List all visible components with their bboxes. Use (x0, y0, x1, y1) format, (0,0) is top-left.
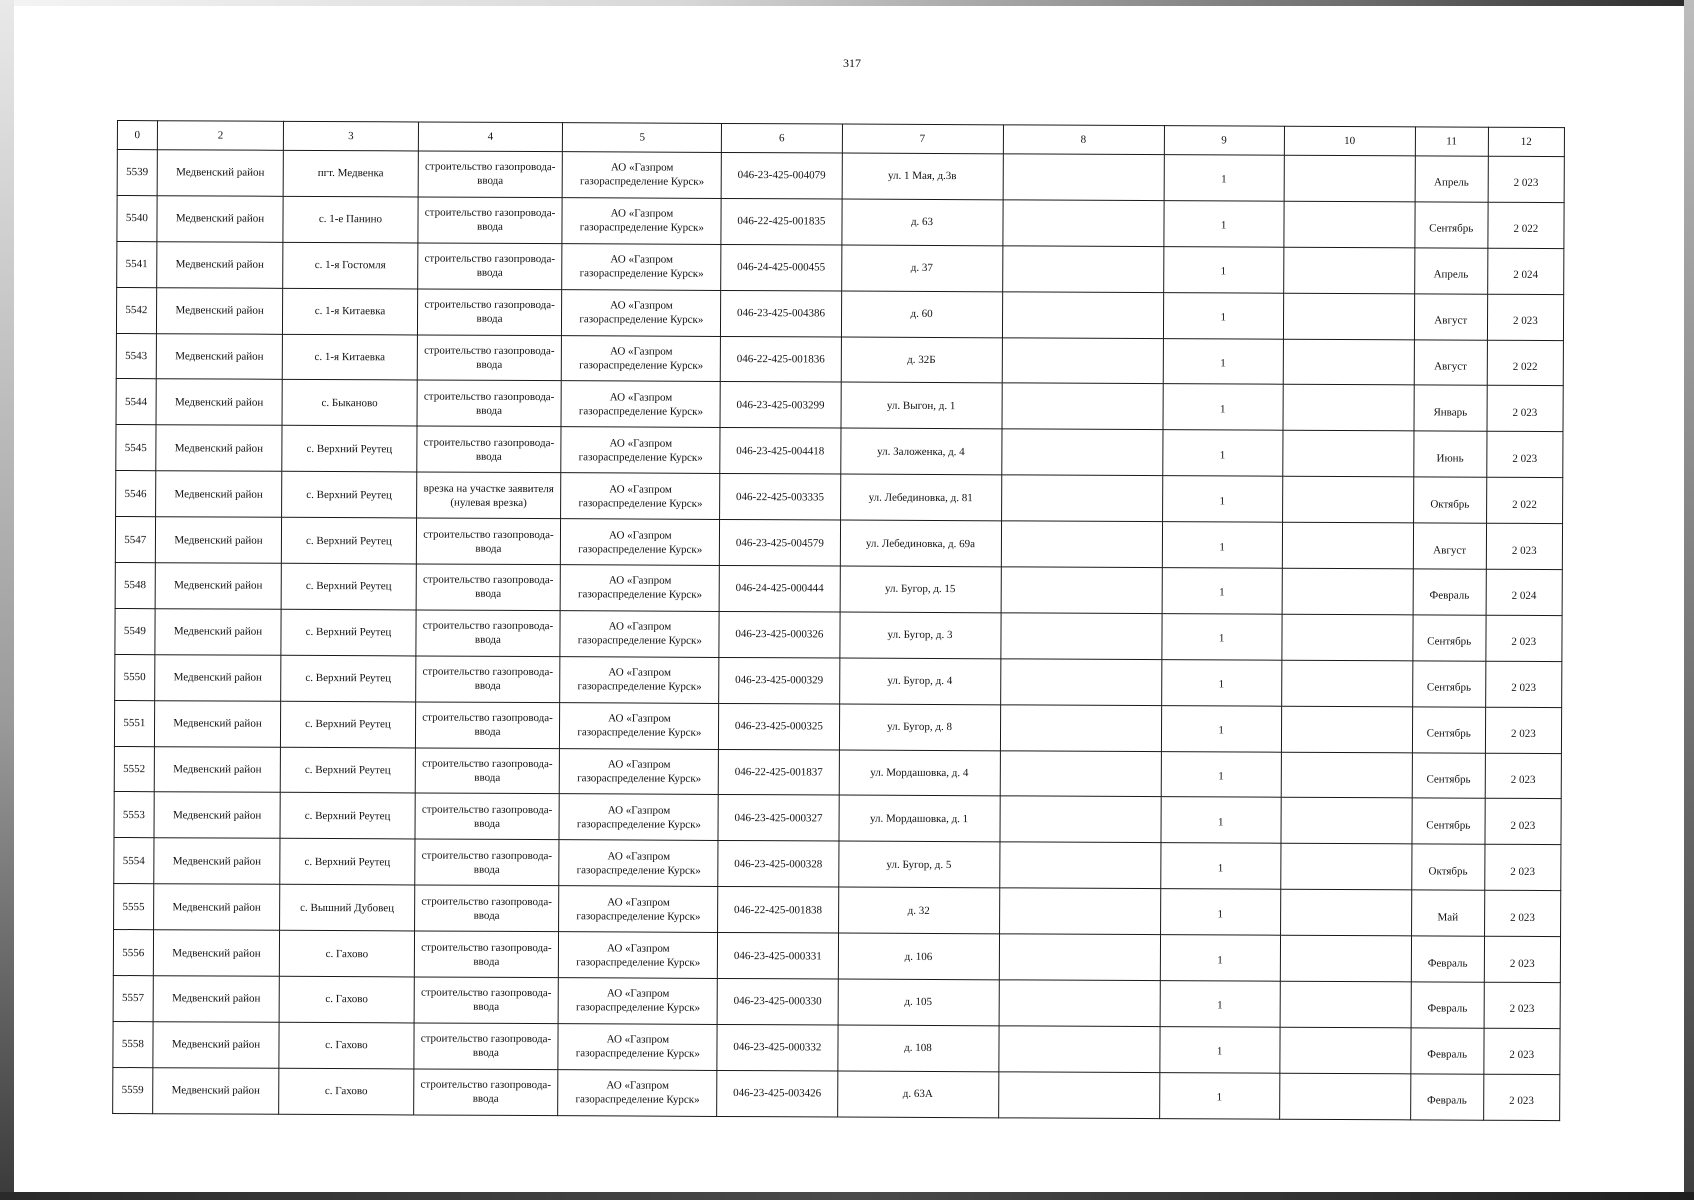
organization-cell: АО «Газпром газораспределение Курск» (558, 1069, 717, 1116)
column-8-cell (1000, 705, 1161, 752)
register-table-container (112, 120, 1565, 1121)
organization-cell: АО «Газпром газораспределение Курск» (561, 381, 720, 428)
column-8-cell (1001, 429, 1162, 476)
work-type-cell: строительство газопровода-ввода (417, 380, 562, 427)
month-cell: Октябрь (1413, 477, 1486, 523)
request-code-cell: 046-23-425-004418 (720, 428, 840, 474)
locality-cell: с. Верхний Реутец (281, 563, 415, 610)
year-cell: 2 023 (1485, 707, 1562, 753)
scan-edge-top (0, 0, 1694, 6)
district-cell: Медвенский район (154, 654, 281, 701)
request-code-cell: 046-22-425-003335 (720, 474, 840, 520)
column-8-cell (999, 980, 1160, 1027)
work-type-cell: строительство газопровода-ввода (416, 564, 561, 611)
address-cell: ул. Бугор, д. 5 (838, 841, 999, 888)
quantity-cell: 1 (1161, 797, 1281, 843)
district-cell: Медвенский район (153, 930, 280, 977)
locality-cell: с. Гахово (279, 976, 413, 1023)
year-cell: 2 023 (1486, 615, 1563, 661)
row-number-cell: 5548 (115, 563, 155, 609)
request-code-cell: 046-22-425-001836 (721, 336, 841, 382)
month-cell: Сентябрь (1412, 798, 1485, 844)
year-cell: 2 023 (1485, 799, 1562, 845)
row-number-cell: 5553 (114, 792, 154, 838)
header-cell: 8 (1003, 125, 1164, 155)
month-cell: Сентябрь (1412, 707, 1485, 753)
locality-cell: пгт. Медвенка (283, 150, 417, 197)
month-cell: Сентябрь (1412, 752, 1485, 798)
column-8-cell (999, 888, 1160, 935)
organization-cell: АО «Газпром газораспределение Курск» (561, 565, 720, 612)
column-8-cell (1002, 383, 1163, 430)
district-cell: Медвенский район (154, 746, 281, 793)
row-number-cell: 5541 (117, 241, 157, 287)
table-row (115, 517, 1562, 570)
organization-cell: АО «Газпром газораспределение Курск» (560, 656, 719, 703)
month-cell: Сентябрь (1415, 202, 1488, 248)
district-cell: Медвенский район (156, 241, 283, 288)
organization-cell: АО «Газпром газораспределение Курск» (559, 978, 718, 1025)
work-type-cell: строительство газопровода-ввода (414, 977, 559, 1024)
row-number-cell: 5547 (115, 517, 155, 563)
row-number-cell: 5552 (114, 746, 154, 792)
header-cell: 2 (157, 121, 284, 151)
address-cell: д. 105 (838, 979, 999, 1026)
organization-cell: АО «Газпром газораспределение Курск» (562, 335, 721, 382)
month-cell: Февраль (1411, 1028, 1484, 1074)
month-cell: Сентябрь (1412, 661, 1485, 707)
year-cell: 2 023 (1484, 936, 1561, 982)
organization-cell: АО «Газпром газораспределение Курск» (562, 243, 721, 290)
locality-cell: с. Верхний Реутец (282, 517, 416, 564)
quantity-cell: 1 (1163, 246, 1283, 292)
district-cell: Медвенский район (156, 287, 283, 334)
locality-cell: с. Быканово (282, 380, 416, 427)
table-row (114, 884, 1561, 937)
district-cell: Медвенский район (157, 150, 284, 197)
request-code-cell: 046-24-425-000444 (719, 565, 839, 611)
district-cell: Медвенский район (156, 333, 283, 380)
year-cell: 2 022 (1488, 202, 1565, 248)
district-cell: Медвенский район (153, 1022, 280, 1069)
column-10-cell (1280, 889, 1411, 936)
locality-cell: с. Верхний Реутец (280, 793, 414, 840)
month-cell: Апрель (1415, 156, 1488, 202)
year-cell: 2 024 (1487, 248, 1564, 294)
header-cell: 0 (117, 121, 157, 150)
organization-cell: АО «Газпром газораспределение Курск» (561, 473, 720, 520)
table-row (116, 379, 1563, 432)
quantity-cell: 1 (1162, 430, 1282, 476)
column-8-cell (998, 1026, 1159, 1073)
address-cell: ул. Бугор, д. 4 (839, 658, 1000, 705)
request-code-cell: 046-22-425-001837 (719, 749, 839, 795)
address-cell: д. 37 (841, 245, 1002, 292)
column-8-cell (1002, 246, 1163, 293)
organization-cell: АО «Газпром газораспределение Курск» (560, 748, 719, 795)
scan-edge-left (0, 0, 14, 1200)
year-cell: 2 023 (1485, 661, 1562, 707)
locality-cell: с. Верхний Реутец (282, 426, 416, 473)
district-cell: Медвенский район (153, 884, 280, 931)
district-cell: Медвенский район (153, 838, 280, 885)
column-10-cell (1282, 568, 1413, 615)
row-number-cell: 5558 (113, 1021, 153, 1067)
column-8-cell (1002, 200, 1163, 247)
year-cell: 2 023 (1484, 982, 1561, 1028)
district-cell: Медвенский район (157, 196, 284, 243)
quantity-cell: 1 (1161, 705, 1281, 751)
row-number-cell: 5539 (117, 150, 157, 196)
row-number-cell: 5545 (116, 425, 156, 471)
address-cell: ул. Бугор, д. 3 (839, 612, 1000, 659)
table-row (116, 471, 1563, 524)
request-code-cell: 046-22-425-001838 (718, 887, 838, 933)
organization-cell: АО «Газпром газораспределение Курск» (561, 519, 720, 566)
column-10-cell (1281, 798, 1412, 845)
month-cell: Февраль (1413, 569, 1486, 615)
address-cell: д. 63А (837, 1071, 998, 1118)
column-10-cell (1283, 339, 1414, 386)
address-cell: д. 108 (837, 1025, 998, 1072)
locality-cell: с. Вышний Дубовец (280, 885, 414, 932)
organization-cell: АО «Газпром газораспределение Курск» (562, 198, 721, 245)
year-cell: 2 023 (1487, 386, 1564, 432)
row-number-cell: 5544 (116, 379, 156, 425)
column-10-cell (1281, 706, 1412, 753)
column-8-cell (1000, 750, 1161, 797)
month-cell: Август (1414, 294, 1487, 340)
column-10-cell (1284, 155, 1415, 202)
work-type-cell: строительство газопровода-ввода (414, 885, 559, 932)
column-8-cell (1000, 796, 1161, 843)
year-cell: 2 024 (1486, 569, 1563, 615)
request-code-cell: 046-23-425-000328 (718, 841, 838, 887)
row-number-cell: 5559 (113, 1067, 153, 1113)
district-cell: Медвенский район (155, 425, 282, 472)
row-number-cell: 5543 (116, 333, 156, 379)
header-cell: 5 (563, 123, 722, 153)
year-cell: 2 023 (1486, 523, 1563, 569)
locality-cell: с. 1-я Китаевка (283, 334, 417, 381)
table-row (115, 563, 1562, 616)
organization-cell: АО «Газпром газораспределение Курск» (558, 1024, 717, 1071)
table-row (114, 838, 1561, 891)
month-cell: Май (1411, 890, 1484, 936)
locality-cell: с. Гахово (279, 1022, 413, 1069)
address-cell: ул. Лебединовка, д. 81 (840, 474, 1001, 521)
header-cell: 7 (842, 124, 1003, 154)
table-row (113, 1067, 1560, 1120)
year-cell: 2 023 (1484, 1028, 1561, 1074)
year-cell: 2 022 (1486, 477, 1563, 523)
request-code-cell: 046-23-425-000325 (719, 703, 839, 749)
address-cell: ул. Лебединовка, д. 69а (840, 520, 1001, 567)
header-cell: 11 (1415, 127, 1488, 156)
locality-cell: с. Верхний Реутец (282, 472, 416, 519)
district-cell: Медвенский район (156, 379, 283, 426)
locality-cell: с. 1-е Панино (283, 196, 417, 243)
month-cell: Октябрь (1411, 844, 1484, 890)
year-cell: 2 023 (1483, 1074, 1560, 1120)
work-type-cell: строительство газопровода-ввода (415, 748, 560, 795)
column-8-cell (1001, 521, 1162, 568)
column-10-cell (1281, 844, 1412, 891)
work-type-cell: строительство газопровода-ввода (414, 931, 559, 978)
district-cell: Медвенский район (153, 976, 280, 1023)
row-number-cell: 5546 (116, 471, 156, 517)
register-table (112, 120, 1565, 1121)
column-8-cell (999, 934, 1160, 981)
table-row (113, 976, 1560, 1029)
work-type-cell: строительство газопровода-ввода (417, 197, 562, 244)
address-cell: д. 32 (838, 887, 999, 934)
column-10-cell (1283, 247, 1414, 294)
district-cell: Медвенский район (154, 792, 281, 839)
quantity-cell: 1 (1163, 384, 1283, 430)
locality-cell: с. 1-я Гостомля (283, 242, 417, 289)
address-cell: д. 60 (841, 291, 1002, 338)
column-10-cell (1284, 201, 1415, 248)
column-8-cell (1001, 567, 1162, 614)
column-8-cell (1000, 613, 1161, 660)
month-cell: Сентябрь (1413, 615, 1486, 661)
row-number-cell: 5555 (114, 884, 154, 930)
table-row (116, 425, 1563, 478)
request-code-cell: 046-23-425-000326 (719, 611, 839, 657)
column-10-cell (1281, 752, 1412, 799)
organization-cell: АО «Газпром газораспределение Курск» (563, 152, 722, 199)
header-cell: 3 (284, 121, 418, 151)
work-type-cell: строительство газопровода-ввода (416, 518, 561, 565)
row-number-cell: 5556 (113, 930, 153, 976)
column-8-cell (1000, 659, 1161, 706)
address-cell: д. 63 (841, 199, 1002, 246)
column-10-cell (1281, 660, 1412, 707)
work-type-cell: строительство газопровода-ввода (418, 151, 563, 198)
organization-cell: АО «Газпром газораспределение Курск» (559, 886, 718, 933)
table-row (116, 287, 1563, 340)
quantity-cell: 1 (1161, 659, 1281, 705)
scan-edge-right (1684, 0, 1694, 1200)
table-row (114, 792, 1561, 845)
quantity-cell: 1 (1162, 568, 1282, 614)
locality-cell: с. Верхний Реутец (281, 701, 415, 748)
work-type-cell: строительство газопровода-ввода (413, 1023, 558, 1070)
request-code-cell: 046-23-425-004079 (721, 152, 841, 198)
table-row (117, 195, 1564, 248)
work-type-cell: строительство газопровода-ввода (415, 610, 560, 657)
address-cell: д. 106 (838, 933, 999, 980)
request-code-cell: 046-23-425-000327 (718, 795, 838, 841)
request-code-cell: 046-24-425-000455 (721, 244, 841, 290)
quantity-cell: 1 (1161, 614, 1281, 660)
address-cell: ул. Бугор, д. 8 (839, 704, 1000, 751)
column-10-cell (1280, 981, 1411, 1028)
organization-cell: АО «Газпром газораспределение Курск» (560, 611, 719, 658)
locality-cell: с. Верхний Реутец (281, 655, 415, 702)
year-cell: 2 022 (1487, 340, 1564, 386)
month-cell: Август (1414, 339, 1487, 385)
column-8-cell (999, 842, 1160, 889)
quantity-cell: 1 (1160, 889, 1280, 935)
work-type-cell: строительство газопровода-ввода (414, 839, 559, 886)
year-cell: 2 023 (1486, 432, 1563, 478)
locality-cell: с. Верхний Реутец (281, 609, 415, 656)
request-code-cell: 046-23-425-004579 (720, 520, 840, 566)
quantity-cell: 1 (1162, 476, 1282, 522)
table-row (116, 333, 1563, 386)
header-cell: 12 (1488, 127, 1564, 156)
request-code-cell: 046-23-425-000332 (717, 1024, 837, 1070)
table-row (115, 654, 1562, 707)
request-code-cell: 046-23-425-000331 (718, 933, 838, 979)
locality-cell: с. Верхний Реутец (280, 839, 414, 886)
quantity-cell: 1 (1163, 338, 1283, 384)
request-code-cell: 046-23-425-004386 (721, 290, 841, 336)
row-number-cell: 5540 (117, 195, 157, 241)
column-10-cell (1282, 522, 1413, 569)
work-type-cell: строительство газопровода-ввода (417, 289, 562, 336)
locality-cell: с. Верхний Реутец (281, 747, 415, 794)
district-cell: Медвенский район (155, 517, 282, 564)
quantity-cell: 1 (1163, 201, 1283, 247)
organization-cell: АО «Газпром газораспределение Курск» (559, 932, 718, 979)
address-cell: ул. Заложенка, д. 4 (840, 428, 1001, 475)
column-8-cell (1002, 291, 1163, 338)
month-cell: Февраль (1411, 982, 1484, 1028)
month-cell: Февраль (1410, 1074, 1483, 1120)
quantity-cell: 1 (1160, 981, 1280, 1027)
quantity-cell: 1 (1160, 843, 1280, 889)
address-cell: ул. Мордашовка, д. 4 (839, 750, 1000, 797)
table-row (117, 150, 1564, 203)
quantity-cell: 1 (1163, 292, 1283, 338)
work-type-cell: строительство газопровода-ввода (416, 426, 561, 473)
column-10-cell (1280, 1027, 1411, 1074)
column-8-cell (1001, 475, 1162, 522)
address-cell: ул. Выгон, д. 1 (841, 382, 1002, 429)
address-cell: ул. Мордашовка, д. 1 (838, 796, 999, 843)
work-type-cell: врезка на участке заявителя (нулевая врезка) (416, 472, 561, 519)
row-number-cell: 5549 (115, 608, 155, 654)
quantity-cell: 1 (1161, 751, 1281, 797)
organization-cell: АО «Газпром газораспределение Курск» (561, 427, 720, 474)
month-cell: Февраль (1411, 936, 1484, 982)
column-8-cell (998, 1072, 1159, 1119)
locality-cell: с. Гахово (279, 1068, 413, 1115)
request-code-cell: 046-23-425-003426 (717, 1070, 837, 1116)
scan-edge-bottom (0, 1192, 1694, 1200)
quantity-cell: 1 (1160, 935, 1280, 981)
header-cell: 6 (722, 123, 842, 153)
header-cell: 4 (418, 122, 563, 152)
work-type-cell: строительство газопровода-ввода (415, 702, 560, 749)
quantity-cell: 1 (1162, 522, 1282, 568)
table-row (113, 930, 1560, 983)
request-code-cell: 046-23-425-000329 (719, 657, 839, 703)
quantity-cell: 1 (1159, 1027, 1279, 1073)
organization-cell: АО «Газпром газораспределение Курск» (559, 794, 718, 841)
table-row (117, 241, 1564, 294)
year-cell: 2 023 (1484, 845, 1561, 891)
column-10-cell (1283, 293, 1414, 340)
column-10-cell (1280, 935, 1411, 982)
request-code-cell: 046-22-425-001835 (721, 198, 841, 244)
address-cell: ул. 1 Мая, д.3в (842, 153, 1003, 200)
request-code-cell: 046-23-425-000330 (717, 978, 837, 1024)
column-10-cell (1282, 614, 1413, 661)
month-cell: Июнь (1413, 431, 1486, 477)
locality-cell: с. 1-я Китаевка (283, 288, 417, 335)
year-cell: 2 023 (1485, 753, 1562, 799)
column-10-cell (1283, 385, 1414, 432)
table-row (114, 746, 1561, 799)
request-code-cell: 046-23-425-003299 (720, 382, 840, 428)
table-row (113, 1021, 1560, 1074)
organization-cell: АО «Газпром газораспределение Курск» (562, 289, 721, 336)
row-number-cell: 5551 (114, 700, 154, 746)
district-cell: Медвенский район (155, 563, 282, 610)
district-cell: Медвенский район (152, 1067, 279, 1114)
quantity-cell: 1 (1159, 1072, 1279, 1118)
header-cell: 10 (1284, 126, 1415, 156)
work-type-cell: строительство газопровода-ввода (417, 335, 562, 382)
row-number-cell: 5557 (113, 976, 153, 1022)
year-cell: 2 023 (1484, 890, 1561, 936)
row-number-cell: 5542 (116, 287, 156, 333)
header-cell: 9 (1164, 126, 1284, 156)
year-cell: 2 023 (1487, 294, 1564, 340)
work-type-cell: строительство газопровода-ввода (415, 656, 560, 703)
column-8-cell (1002, 337, 1163, 384)
row-number-cell: 5550 (115, 654, 155, 700)
address-cell: ул. Бугор, д. 15 (840, 566, 1001, 613)
district-cell: Медвенский район (155, 471, 282, 518)
organization-cell: АО «Газпром газораспределение Курск» (559, 840, 718, 887)
month-cell: Январь (1414, 385, 1487, 431)
month-cell: Август (1413, 523, 1486, 569)
column-10-cell (1282, 476, 1413, 523)
quantity-cell: 1 (1164, 155, 1284, 201)
district-cell: Медвенский район (154, 700, 281, 747)
year-cell: 2 023 (1488, 156, 1565, 202)
table-row (115, 608, 1562, 661)
row-number-cell: 5554 (114, 838, 154, 884)
month-cell: Апрель (1414, 248, 1487, 294)
work-type-cell: строительство газопровода-ввода (415, 793, 560, 840)
column-10-cell (1283, 431, 1414, 478)
work-type-cell: строительство газопровода-ввода (417, 243, 562, 290)
column-8-cell (1003, 154, 1164, 201)
locality-cell: с. Гахово (280, 930, 414, 977)
organization-cell: АО «Газпром газораспределение Курск» (560, 702, 719, 749)
district-cell: Медвенский район (155, 609, 282, 656)
table-row (114, 700, 1561, 753)
page-number: 317 (843, 56, 861, 70)
address-cell: д. 32Б (841, 337, 1002, 384)
column-10-cell (1279, 1073, 1410, 1120)
work-type-cell: строительство газопровода-ввода (413, 1069, 558, 1116)
